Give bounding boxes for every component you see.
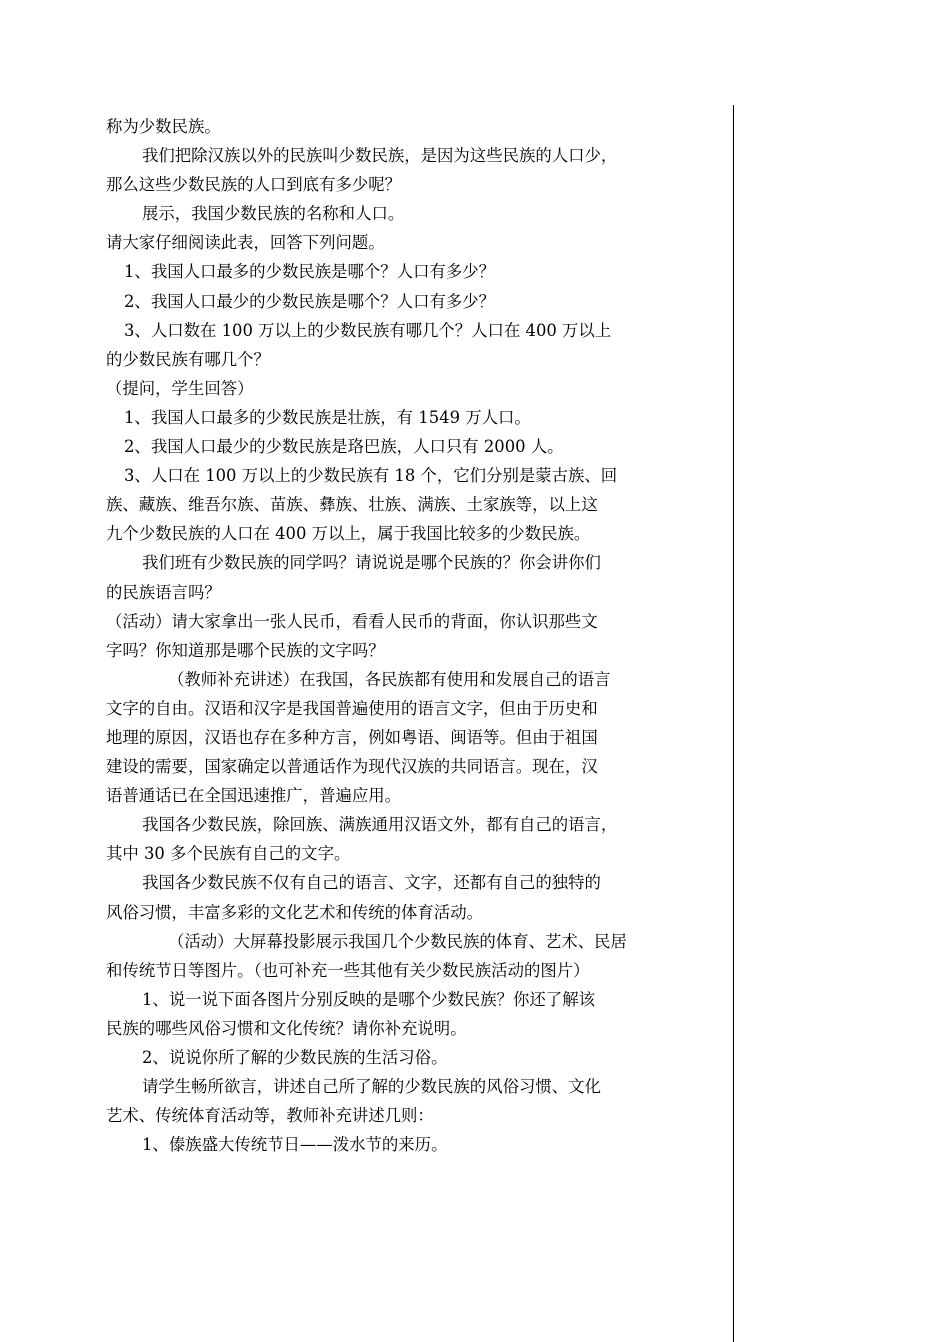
question-item: 1、我国人口最多的少数民族是哪个？人口有多少？ — [124, 262, 496, 282]
text-line: （活动）大屏幕投影展示我国几个少数民族的体育、艺术、民居 — [168, 931, 627, 951]
answer-item: 2、我国人口最少的少数民族是珞巴族，人口只有 2000 人。 — [124, 437, 564, 457]
text-line: 风俗习惯，丰富多彩的文化艺术和传统的体育活动。 — [106, 902, 483, 922]
text-line: 族、藏族、维吾尔族、苗族、彝族、壮族、满族、土家族等，以上这 — [106, 495, 598, 515]
question-item: 2、我国人口最少的少数民族是哪个？人口有多少？ — [124, 291, 496, 311]
answer-item: 1、我国人口最多的少数民族是壮族，有 1549 万人口。 — [124, 407, 531, 427]
text-line: 字吗？你知道那是哪个民族的文字吗？ — [106, 640, 385, 660]
text-line: 其中 30 多个民族有自己的文字。 — [106, 844, 351, 864]
text-line: （教师补充讲述）在我国，各民族都有使用和发展自己的语言 — [168, 669, 611, 689]
vertical-divider — [733, 105, 734, 1342]
text-line: 请学生畅所欲言，讲述自己所了解的少数民族的风俗习惯、文化 — [142, 1077, 601, 1097]
text-line: （提问，学生回答） — [106, 378, 254, 398]
text-line: 民族的哪些风俗习惯和文化传统？请你补充说明。 — [106, 1018, 467, 1038]
text-line: 称为少数民族。 — [106, 117, 221, 136]
text-line: 那么这些少数民族的人口到底有多少呢？ — [106, 175, 402, 195]
text-line: 语普通话已在全国迅速推广，普遍应用。 — [106, 786, 402, 806]
activity-item: 2、说说你所了解的少数民族的生活习俗。 — [142, 1048, 448, 1067]
story-item: 1、傣族盛大传统节日——泼水节的来历。 — [142, 1135, 448, 1155]
text-line: 的少数民族有哪几个？ — [106, 349, 270, 369]
document-body — [106, 112, 706, 1159]
question-item: 3、人口数在 100 万以上的少数民族有哪几个？人口在 400 万以上 — [124, 320, 612, 340]
text-line: 艺术、传统体育活动等，教师补充讲述几则： — [106, 1106, 434, 1126]
text-line: 九个少数民族的人口在 400 万以上，属于我国比较多的少数民族。 — [106, 524, 591, 544]
text-line: 我们班有少数民族的同学吗？请说说是哪个民族的？你会讲你们 — [142, 553, 601, 573]
text-line: 建设的需要，国家确定以普通话作为现代汉族的共同语言。现在，汉 — [106, 757, 598, 777]
text-line: 展示，我国少数民族的名称和人口。 — [142, 204, 405, 224]
activity-item: 1、说一说下面各图片分别反映的是哪个少数民族？你还了解该 — [142, 989, 595, 1009]
text-line: 请大家仔细阅读此表，回答下列问题。 — [106, 233, 385, 253]
answer-item: 3、人口在 100 万以上的少数民族有 18 个，它们分别是蒙古族、回 — [124, 466, 618, 486]
text-line: 地理的原因，汉语也存在多种方言，例如粤语、闽语等。但由于祖国 — [106, 727, 598, 747]
text-line: 的民族语言吗？ — [106, 582, 221, 602]
text-line: 我们把除汉族以外的民族叫少数民族，是因为这些民族的人口少， — [142, 146, 618, 166]
text-line: 我国各少数民族不仅有自己的语言、文字，还都有自己的独特的 — [142, 873, 601, 893]
text-line: 文字的自由。汉语和汉字是我国普遍使用的语言文字，但由于历史和 — [106, 698, 598, 718]
text-line: （活动）请大家拿出一张人民币，看看人民币的背面，你认识那些文 — [106, 611, 598, 631]
text-line: 我国各少数民族，除回族、满族通用汉语文外，都有自己的语言， — [142, 815, 618, 835]
text-line: 和传统节日等图片。（也可补充一些其他有关少数民族活动的图片） — [106, 960, 590, 980]
